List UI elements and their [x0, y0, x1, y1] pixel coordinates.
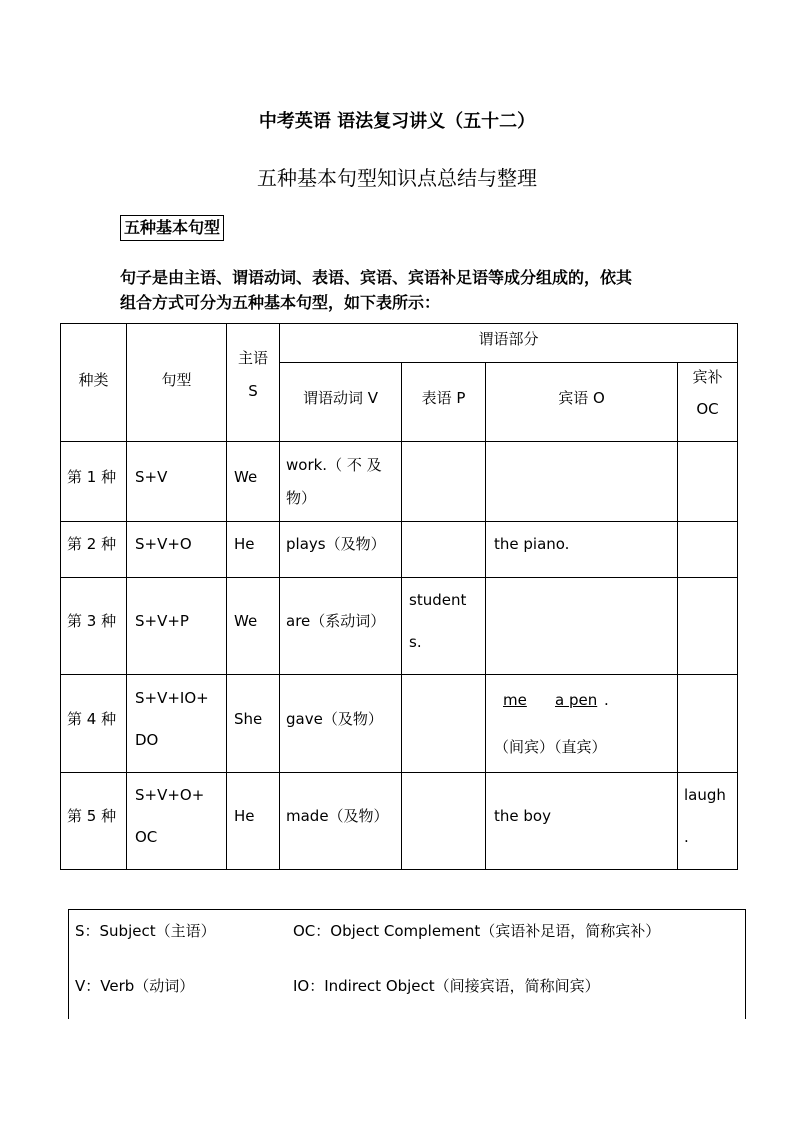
table-col-line-2	[226, 323, 227, 870]
row5-oc-line1: laugh	[684, 786, 726, 804]
legend-verb: V：Verb（动词）	[75, 977, 195, 995]
row1-subject: We	[234, 468, 258, 486]
row3-subject: We	[234, 612, 258, 630]
row1-pattern: S+V	[135, 468, 168, 486]
header-oc-line2: OC	[696, 400, 719, 418]
row3-kind: 第 3 种	[67, 612, 117, 630]
legend-subject: S：Subject（主语）	[75, 922, 216, 940]
row2-kind: 第 2 种	[67, 535, 117, 553]
row5-object: the boy	[494, 807, 551, 825]
row5-verb: made（及物）	[286, 807, 389, 825]
row4-pattern-line1: S+V+IO+	[135, 689, 209, 707]
table-line-header-bottom	[60, 441, 738, 442]
header-oc-line1: 宾补	[692, 368, 723, 386]
row4-object-note: （间宾）（直宾）	[494, 738, 607, 756]
header-kind: 种类	[78, 371, 109, 389]
intro-text-line-1: 句子是由主语、谓语动词、表语、宾语、宾语补足语等成分组成的，依其	[120, 268, 633, 287]
row3-verb: are（系动词）	[286, 612, 386, 630]
intro-text-line-2: 组合方式可分为五种基本句型，如下表所示：	[120, 293, 441, 312]
header-subject-line2: S	[248, 382, 258, 400]
row1-verb-line1: work.（ 不 及	[286, 456, 382, 474]
row5-kind: 第 5 种	[67, 807, 117, 825]
header-predicative: 表语 P	[421, 389, 466, 407]
row2-object: the piano.	[494, 535, 570, 553]
table-col-line-6	[677, 362, 678, 870]
table-border-left	[60, 323, 61, 870]
table-border-top	[60, 323, 738, 324]
row3-predicative-line2: s.	[409, 633, 422, 651]
legend-border-top	[68, 909, 746, 910]
row4-subject: She	[234, 710, 263, 728]
header-object: 宾语 O	[558, 389, 605, 407]
row4-verb: gave（及物）	[286, 710, 383, 728]
header-verb: 谓语动词 V	[302, 389, 379, 407]
table-border-right	[737, 323, 738, 870]
table-col-line-1	[126, 323, 127, 870]
table-line-subheader	[279, 362, 738, 363]
row5-oc-line2: .	[684, 828, 689, 846]
table-line-row2	[60, 577, 738, 578]
row2-subject: He	[234, 535, 255, 553]
row2-pattern: S+V+O	[135, 535, 192, 553]
header-pattern: 句型	[161, 371, 192, 389]
row4-pattern-line2: DO	[135, 731, 159, 749]
row5-pattern-line1: S+V+O+	[135, 786, 205, 804]
table-line-row1	[60, 521, 738, 522]
row4-indirect-object: me	[503, 691, 527, 709]
legend-border-left	[68, 909, 69, 1019]
row5-pattern-line2: OC	[135, 828, 158, 846]
section-heading: 五种基本句型	[120, 215, 224, 241]
row4-direct-object: a pen	[555, 691, 598, 709]
table-line-row4	[60, 772, 738, 773]
legend-indirect-object: IO：Indirect Object（间接宾语，简称间宾）	[293, 977, 600, 995]
row1-verb-line2: 物）	[286, 489, 317, 507]
legend-object-complement: OC：Object Complement（宾语补足语，简称宾补）	[293, 922, 661, 940]
header-subject-line1: 主语	[237, 349, 268, 367]
row5-subject: He	[234, 807, 255, 825]
table-col-line-5	[485, 362, 486, 870]
table-border-bottom	[60, 869, 738, 870]
row4-object-period: .	[604, 691, 609, 709]
row4-kind: 第 4 种	[67, 710, 117, 728]
row3-predicative-line1: student	[409, 591, 467, 609]
header-predicate-group: 谓语部分	[478, 330, 539, 348]
document-title: 中考英语 语法复习讲义（五十二）	[258, 111, 536, 132]
table-col-line-4	[401, 362, 402, 870]
row2-verb: plays（及物）	[286, 535, 386, 553]
legend-border-right	[745, 909, 746, 1019]
row1-kind: 第 1 种	[67, 468, 117, 486]
table-line-row3	[60, 674, 738, 675]
row3-pattern: S+V+P	[135, 612, 189, 630]
document-subtitle: 五种基本句型知识点总结与整理	[257, 166, 537, 190]
